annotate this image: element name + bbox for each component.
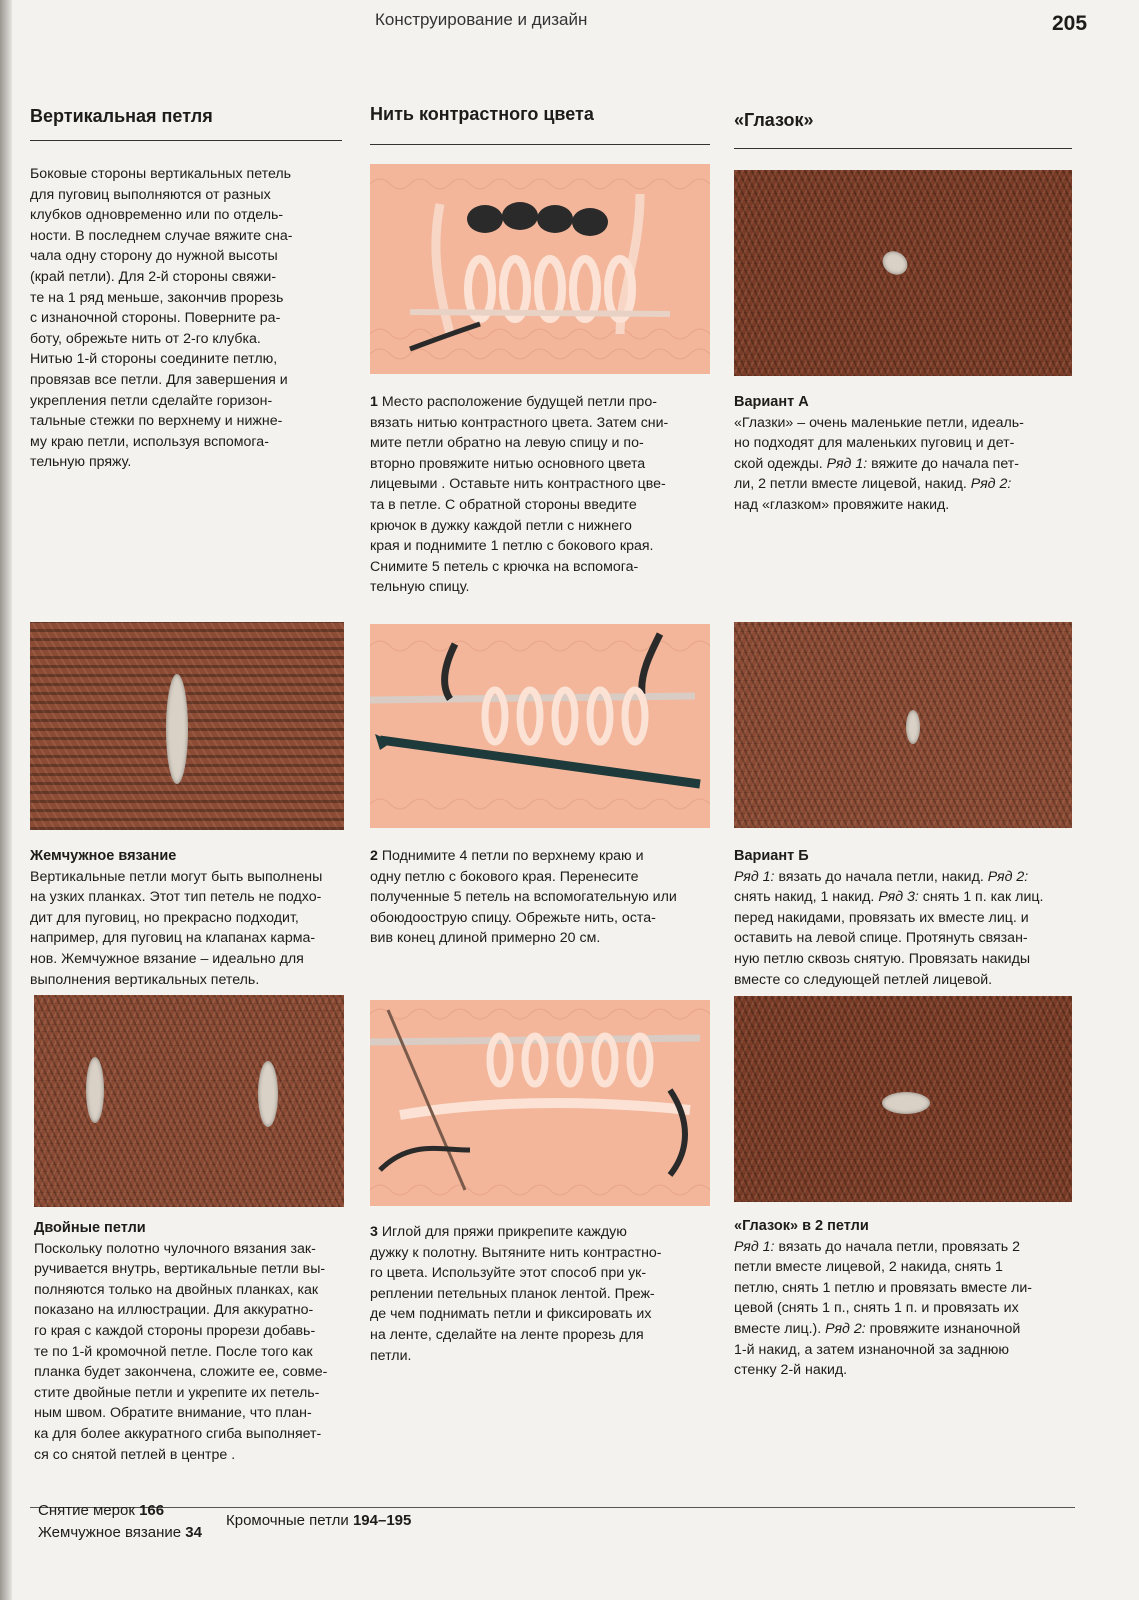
text-line [370, 1346, 712, 1367]
text-line [370, 928, 712, 949]
text-line [734, 1298, 1076, 1319]
text-line [370, 474, 712, 495]
text-segment: ка для более аккуратного сгиба выполняет- [34, 1425, 322, 1442]
text-line [30, 246, 348, 267]
text-line [30, 970, 348, 991]
row-label: Ряд 2: [970, 476, 1012, 493]
step-number: 1 [370, 394, 378, 410]
vertical-loop-text [30, 164, 348, 473]
text-segment: тельную пряжу. [30, 454, 132, 471]
text-line [30, 411, 348, 432]
text-segment: обоюдоострую спицу. Обрежьте нить, оста- [370, 909, 656, 926]
text-line [370, 867, 712, 888]
column-2-rule [370, 144, 710, 145]
footer-ref-page: 166 [139, 1502, 165, 1519]
text-segment: Вертикальные петли могут быть выполнены [30, 868, 323, 885]
footer-rule [30, 1507, 1075, 1508]
text-segment: ручивается внутрь, вертикальные петли вы- [34, 1261, 326, 1278]
text-line [370, 908, 712, 929]
text-line [370, 577, 712, 598]
text-segment: го края с каждой стороны прорези добавь- [34, 1322, 316, 1339]
page-number: 205 [1052, 12, 1088, 35]
buttonhole-slit-left [86, 1057, 104, 1123]
text-segment: снять накид, 1 накид. [734, 889, 879, 906]
text-segment: полняются только на двойных планках, как [34, 1281, 319, 1298]
text-segment: вместе со следующей петлей лицевой. [734, 971, 993, 988]
variant-a-heading: Вариант А [734, 394, 809, 410]
row-label: Ряд 2: [987, 868, 1029, 885]
footer-ref-measurements [38, 1502, 164, 1519]
pearl-knit-photo [30, 622, 344, 830]
text-line [30, 288, 348, 309]
text-line [34, 1403, 352, 1424]
row-label: Ряд 1: [734, 868, 775, 885]
text-line [370, 1263, 712, 1284]
text-segment: полученные 5 петель на вспомогательную или [370, 889, 677, 906]
text-line [30, 391, 348, 412]
eyelet-variant-b-photo [734, 622, 1072, 828]
text-line [34, 1300, 352, 1321]
text-segment: го цвета. Используйте этот способ при ук- [370, 1265, 647, 1282]
text-line [734, 1319, 1076, 1340]
text-segment: с изнаночной стороны. Поверните ра- [30, 310, 281, 327]
column-3-rule [734, 148, 1072, 149]
double-loops-lines [34, 1239, 352, 1466]
text-segment: на ленте, сделайте на ленте прорезь для [370, 1326, 644, 1343]
text-segment: но подходят для маленьких пуговиц и дет- [734, 435, 1015, 452]
text-segment: вязать нитью контрастного цвета. Затем сни- [370, 414, 669, 431]
column-3-title: «Глазок» [734, 110, 814, 130]
text-segment: Снимите 5 петель с крючка на вспомога- [370, 558, 639, 575]
text-segment: оставить на левой спице. Протянуть связан- [734, 930, 1028, 947]
step-3-text [370, 1222, 712, 1366]
footer-ref-pearl-knit [38, 1524, 202, 1541]
text-segment: де чем поднимать петли и фиксировать их [370, 1306, 652, 1323]
text-segment: вив конец длиной примерно 20 см. [370, 930, 601, 947]
two-loops-lines [734, 1237, 1076, 1381]
text-segment: петли вместе лицевой, 2 накида, снять 1 [734, 1259, 1003, 1276]
text-line [30, 928, 348, 949]
footer-ref-label: Жемчужное вязание [38, 1524, 182, 1541]
text-segment: те по 1-й кромочной петле. После того как [34, 1343, 313, 1360]
text-segment: лицевыми . Оставьте нить контрастного цве- [370, 476, 666, 493]
text-segment: 1-й накид, а затем изнаночной за заднюю [734, 1341, 1010, 1358]
step-2-lines [370, 846, 712, 949]
text-segment: ли, 2 петли вместе лицевой, накид. [734, 476, 971, 493]
text-line [30, 887, 348, 908]
text-segment: ности. В последнем случае вяжите сна- [30, 227, 293, 244]
illustration-step-2-drawing [370, 624, 710, 828]
eyelet-hole [878, 247, 912, 280]
text-segment: для пуговиц выполняются от разных [30, 186, 271, 203]
text-segment: ную петлю сквозь снятую. Провязать накиды [734, 950, 1031, 967]
text-segment: тальные стежки по верхнему и нижне- [30, 413, 283, 430]
text-line [30, 164, 348, 185]
text-segment: Место расположение будущей петли про- [377, 394, 657, 410]
illustration-step-2 [370, 624, 710, 828]
variant-a-text [734, 392, 1076, 516]
text-segment: дужку к полотну. Вытяните нить контрастно- [370, 1244, 662, 1261]
text-segment: например, для пуговиц на клапанах карма- [30, 930, 316, 947]
text-line [734, 949, 1076, 970]
text-line [734, 474, 1076, 495]
text-segment: провяжите изнаночной [865, 1320, 1021, 1337]
double-loops-text [34, 1218, 352, 1465]
text-line [30, 349, 348, 370]
text-segment: та в петле. С обратной стороны введите [370, 496, 637, 513]
text-segment: вязать до начала петли, накид. [774, 868, 988, 885]
eyelet-hole [906, 710, 920, 744]
text-segment: вязать до начала петли, провязать 2 [774, 1238, 1021, 1255]
text-line [370, 516, 712, 537]
column-1-title: Вертикальная петля [30, 106, 213, 126]
variant-b-lines [734, 867, 1076, 991]
text-line [34, 1259, 352, 1280]
text-segment: снять 1 п. как лиц. [918, 889, 1044, 906]
text-segment: выполнения вертикальных петель. [30, 971, 260, 988]
buttonhole-slit-right [258, 1061, 278, 1127]
text-line [734, 1237, 1076, 1258]
text-line [370, 392, 712, 413]
text-line [30, 185, 348, 206]
text-line [734, 1340, 1076, 1361]
text-line [734, 433, 1076, 454]
text-segment: Нитью 1-й стороны соедините петлю, [30, 351, 278, 368]
step-1-lines [370, 392, 712, 598]
text-segment: дит для пуговиц, но прекрасно подходит, [30, 909, 299, 926]
step-1-text [370, 392, 712, 598]
eyelet-two-loops-photo [734, 996, 1072, 1202]
text-line [370, 454, 712, 475]
text-segment: стенку 2-й накид. [734, 1362, 848, 1379]
text-line [370, 536, 712, 557]
running-head: Конструирование и дизайн [375, 10, 588, 29]
text-segment: Боковые стороны вертикальных петель [30, 166, 292, 182]
text-line [370, 887, 712, 908]
double-loops-heading: Двойные петли [34, 1220, 146, 1236]
step-number: 3 [370, 1224, 378, 1240]
text-segment: те на 1 ряд меньше, закончив прорезь [30, 289, 284, 306]
text-segment: вместе лиц.). [734, 1320, 826, 1337]
text-segment: мите петли обратно на левую спицу и по- [370, 435, 644, 452]
text-segment: провязав все петли. Для завершения и [30, 371, 288, 388]
text-segment: стите двойные петли и укрепите их петель- [34, 1384, 320, 1401]
text-line [30, 452, 348, 473]
variant-b-text [734, 846, 1076, 990]
text-segment: петли. [370, 1347, 412, 1364]
row-label: Ряд 3: [878, 889, 919, 906]
text-line [370, 1222, 712, 1243]
step-3-lines [370, 1222, 712, 1366]
text-segment: боту, обрежьте нить от 2-го клубка. [30, 330, 261, 347]
text-segment: «Глазки» – очень маленькие петли, идеаль- [734, 414, 1024, 431]
text-line [30, 267, 348, 288]
text-line [734, 970, 1076, 991]
illustration-step-1 [370, 164, 710, 374]
footer-ref-page: 194–195 [352, 1512, 412, 1529]
text-line [370, 1243, 712, 1264]
text-line [34, 1383, 352, 1404]
text-line [734, 887, 1076, 908]
text-segment: укрепления петли сделайте горизон- [30, 392, 273, 409]
text-segment: над «глазком» провяжите накид. [734, 496, 950, 513]
two-loops-heading: «Глазок» в 2 петли [734, 1218, 869, 1234]
text-line [30, 308, 348, 329]
row-label: Ряд 2: [825, 1320, 866, 1337]
text-segment: перед накидами, провязать их вместе лиц. и [734, 909, 1029, 926]
text-line [34, 1321, 352, 1342]
text-line [370, 846, 712, 867]
text-segment: вторно провяжите нитью основного цвета [370, 455, 646, 472]
text-line [34, 1342, 352, 1363]
text-segment: нов. Жемчужное вязание – идеально для [30, 950, 304, 967]
text-line [370, 1325, 712, 1346]
text-segment: петлю, снять 1 петлю и провязать вместе ли- [734, 1279, 1033, 1296]
text-line [34, 1280, 352, 1301]
two-loops-text [734, 1216, 1076, 1381]
text-line [370, 413, 712, 434]
text-line [734, 908, 1076, 929]
text-segment: чала одну сторону до нужной высоты [30, 248, 278, 265]
text-segment: вяжите до начала пет- [867, 455, 1019, 472]
step-number: 2 [370, 848, 378, 864]
text-line [30, 329, 348, 350]
text-line [30, 205, 348, 226]
text-segment: ным швом. Обратите внимание, что план- [34, 1405, 312, 1422]
text-line [370, 557, 712, 578]
page-spine-shadow [0, 0, 12, 1600]
text-line [34, 1239, 352, 1260]
text-line [734, 928, 1076, 949]
double-loops-photo [34, 995, 344, 1207]
pearl-knit-text [30, 846, 348, 990]
text-line [370, 1304, 712, 1325]
text-line [34, 1445, 352, 1466]
footer-ref-label: Кромочные петли [226, 1512, 349, 1529]
column-2-title: Нить контрастного цвета [370, 104, 594, 124]
text-line [734, 1278, 1076, 1299]
text-line [734, 1360, 1076, 1381]
text-segment: показано на иллюстрации. Для аккуратно- [34, 1302, 314, 1319]
variant-a-lines [734, 413, 1076, 516]
eyelet-variant-a-photo [734, 170, 1072, 376]
text-segment: одну петлю с бокового края. Перенесите [370, 868, 639, 885]
text-line [30, 908, 348, 929]
illustration-step-3-drawing [370, 1000, 710, 1206]
text-segment: ской одежды. [734, 455, 827, 472]
vertical-loop-lines [30, 164, 348, 473]
text-segment: цевой (снять 1 п., снять 1 п. и провязать их [734, 1300, 1019, 1317]
text-segment: клубков одновременно или по отдель- [30, 207, 284, 224]
text-line [734, 1257, 1076, 1278]
text-segment: (край петли). Для 2-й стороны свяжи- [30, 268, 277, 285]
pearl-knit-lines [30, 867, 348, 991]
text-line [734, 867, 1076, 888]
text-line [734, 413, 1076, 434]
footer-ref-edge-loops [226, 1512, 411, 1529]
text-segment: Поскольку полотно чулочного вязания зак- [34, 1240, 316, 1257]
text-line [370, 1284, 712, 1305]
illustration-step-3 [370, 1000, 710, 1206]
eyelet-hole [882, 1092, 930, 1114]
footer-ref-page: 34 [185, 1524, 202, 1541]
text-line [370, 495, 712, 516]
text-segment: края и поднимите 1 петлю с бокового края. [370, 538, 654, 555]
text-segment: Поднимите 4 петли по верхнему краю и [377, 848, 644, 864]
buttonhole-slit [166, 674, 188, 784]
text-segment: на узких планках. Этот тип петель не подхо- [30, 889, 322, 906]
text-segment: му краю петли, используя вспомога- [30, 433, 269, 450]
variant-b-heading: Вариант Б [734, 848, 809, 864]
text-line [34, 1424, 352, 1445]
step-2-text [370, 846, 712, 949]
text-line [30, 226, 348, 247]
text-line [30, 867, 348, 888]
row-label: Ряд 1: [826, 455, 868, 472]
text-segment: крючок в дужку каждой петли с нижнего [370, 517, 632, 534]
text-segment: реплении петельных планок лентой. Преж- [370, 1285, 655, 1302]
text-line [734, 454, 1076, 475]
text-segment: планка будет закончена, сложите ее, совме- [34, 1364, 328, 1381]
row-label: Ряд 1: [734, 1238, 775, 1255]
illustration-step-1-drawing [370, 164, 710, 374]
text-line [30, 370, 348, 391]
text-line [370, 433, 712, 454]
text-segment: тельную спицу. [370, 579, 470, 596]
pearl-knit-heading: Жемчужное вязание [30, 848, 177, 864]
text-segment: ся со снятой петлей в центре . [34, 1446, 236, 1463]
column-1-rule [30, 140, 342, 141]
text-line [734, 495, 1076, 516]
text-segment: Иглой для пряжи прикрепите каждую [377, 1224, 627, 1240]
text-line [30, 432, 348, 453]
footer-ref-label: Снятие мерок [38, 1502, 135, 1519]
text-line [34, 1362, 352, 1383]
text-line [30, 949, 348, 970]
